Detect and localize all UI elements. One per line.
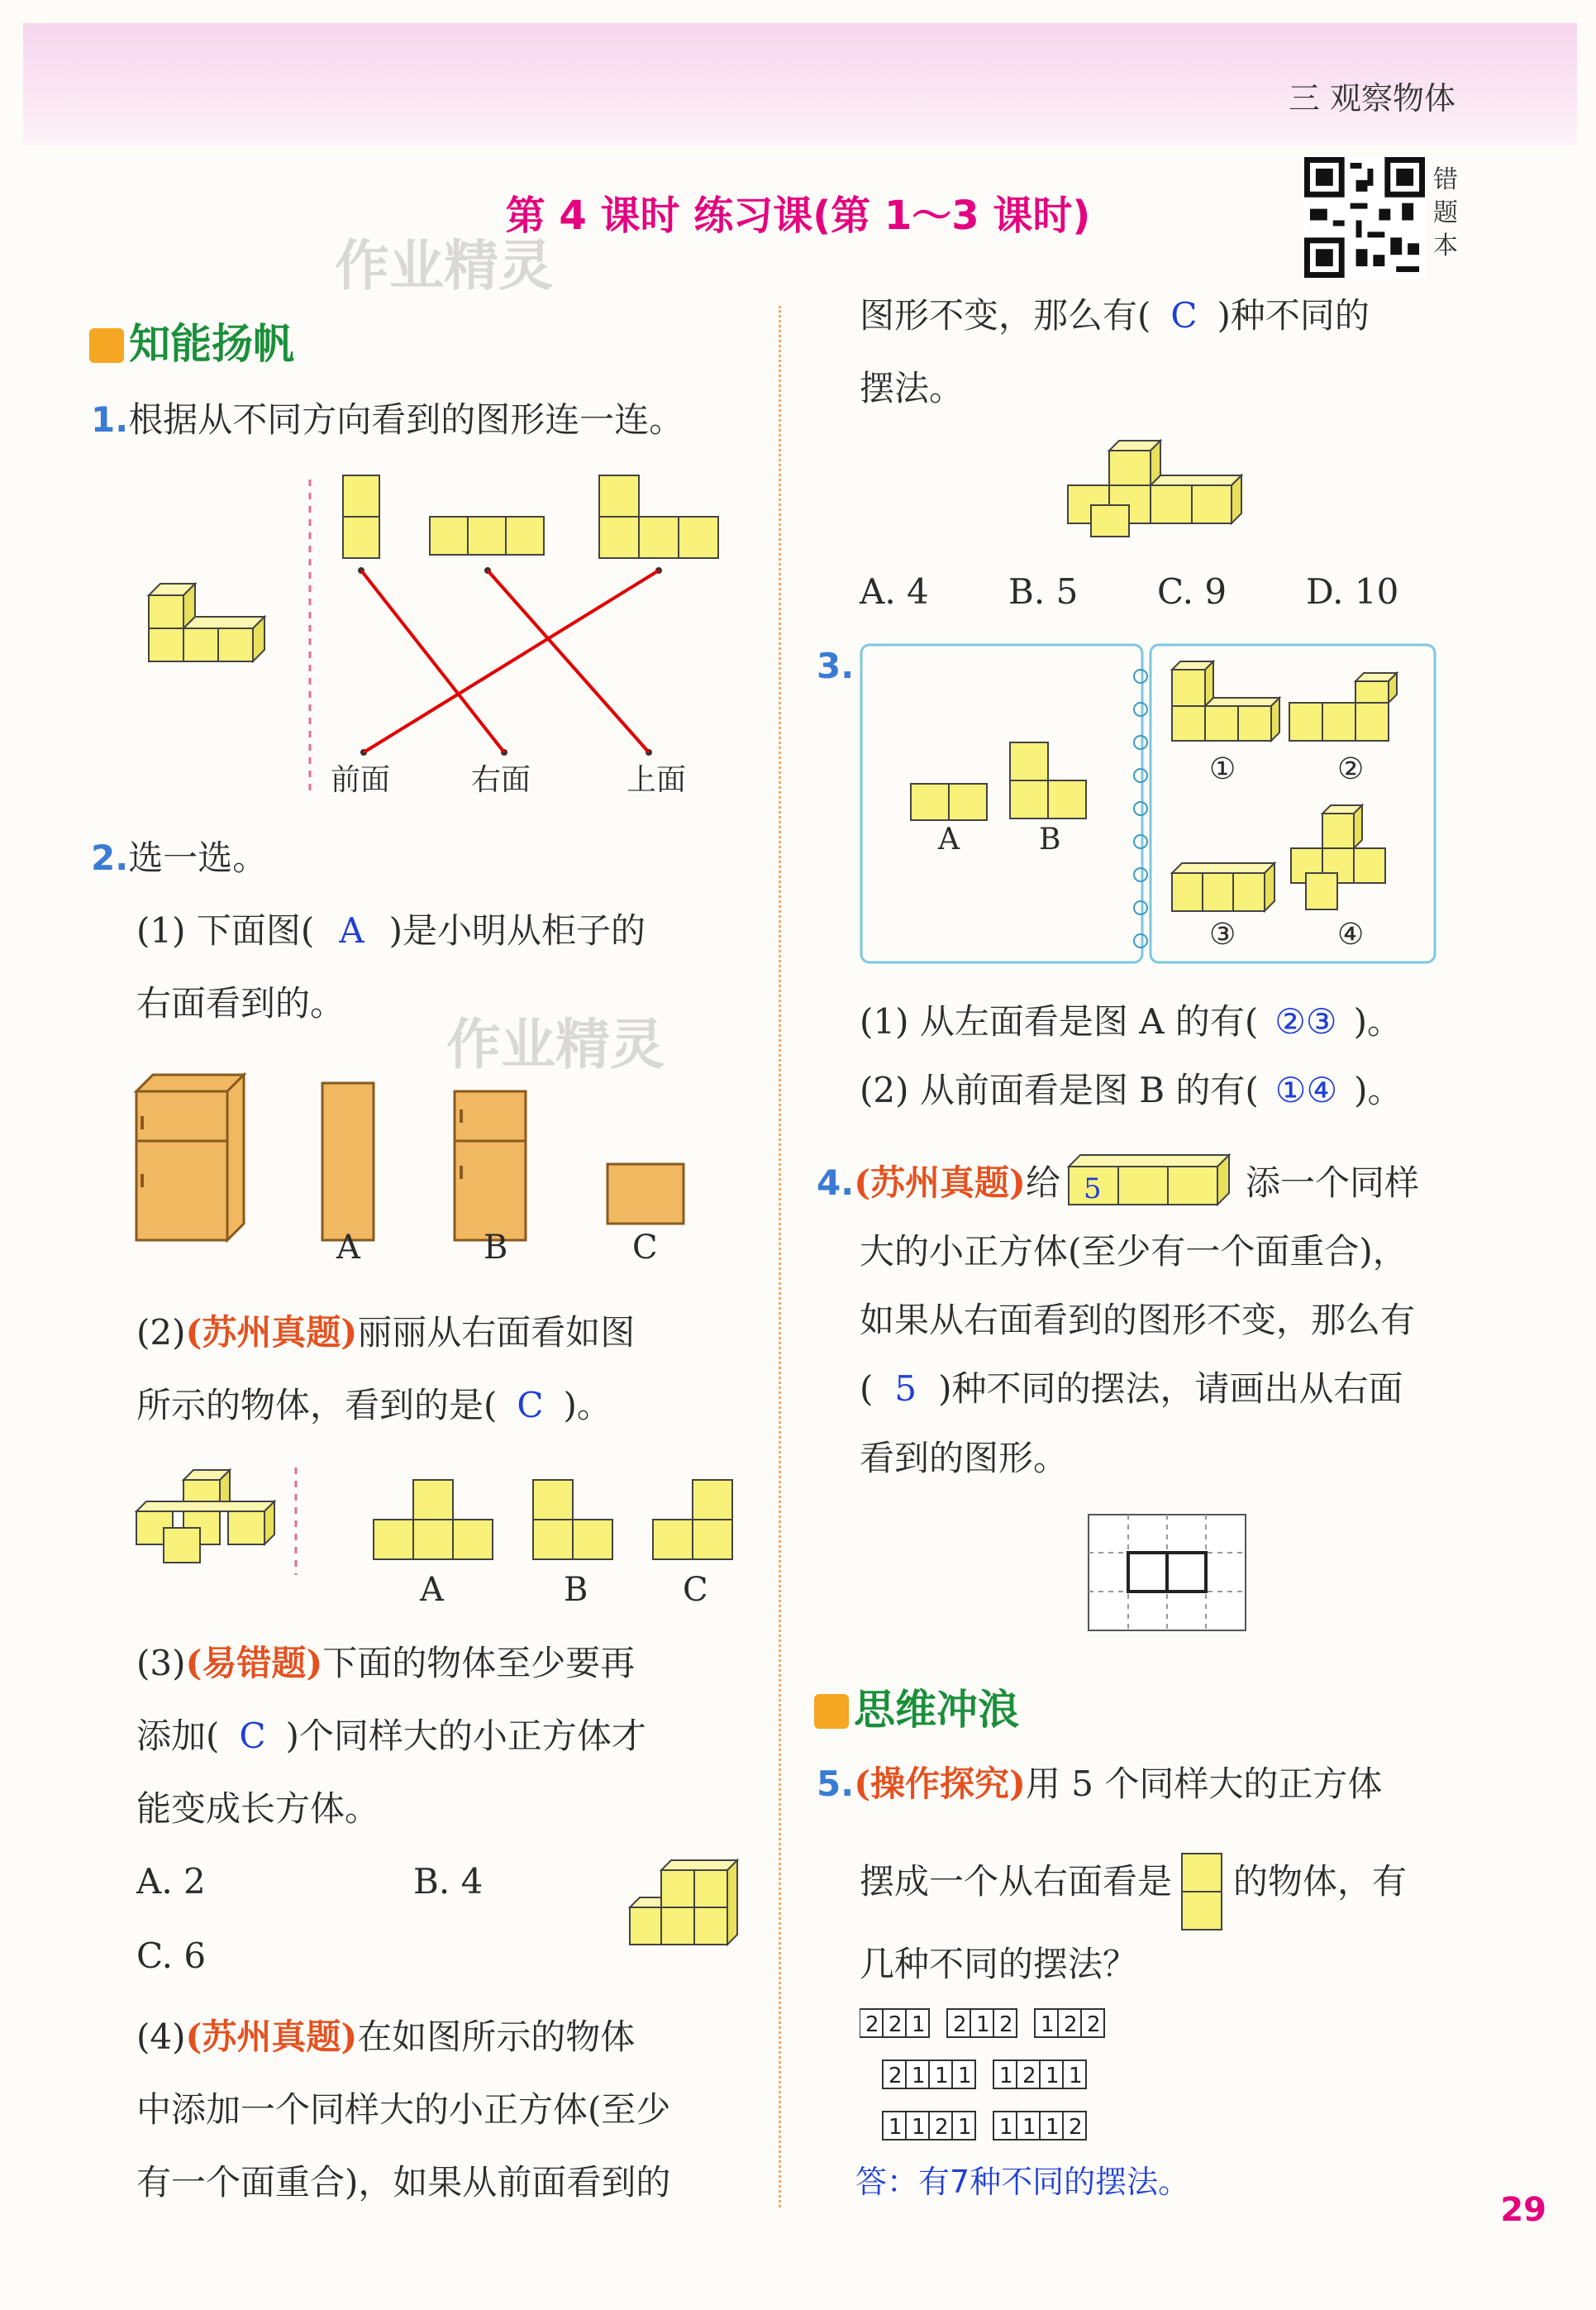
qr-code[interactable] bbox=[1304, 157, 1425, 278]
q2-p3-choice-b: B. 4 bbox=[413, 1861, 484, 1902]
q4-line1: 4.(苏州真题)给 5 添一个同样 bbox=[817, 1153, 1419, 1206]
q2-p2-figure bbox=[132, 1463, 744, 1579]
q5-grid-value: 2 bbox=[1022, 2064, 1036, 2088]
q2-p2-option-a: A bbox=[420, 1571, 444, 1609]
q5-grid-value: 1 bbox=[999, 2115, 1013, 2140]
q3-circled-3: ③ bbox=[1209, 918, 1236, 952]
q5-grid-value: 2 bbox=[865, 2012, 879, 2037]
watermark: 作业精灵 bbox=[335, 234, 553, 298]
q5-grid-value: 1 bbox=[935, 2064, 949, 2088]
q2-cont-choice-b: B. 5 bbox=[1008, 571, 1079, 612]
flag-icon bbox=[89, 328, 124, 363]
q4-line3: 如果从右面看到的图形不变，那么有 bbox=[860, 1300, 1416, 1340]
q5-line1: 5.(操作探究)用 5 个同样大的正方体 bbox=[817, 1764, 1383, 1804]
q2-cont-line2: 摆法。 bbox=[860, 368, 965, 408]
q2-p3-figure bbox=[628, 1852, 744, 1968]
q5-grid-value: 2 bbox=[1069, 2115, 1083, 2140]
q5-grid-value: 1 bbox=[1046, 2064, 1060, 2088]
label-right: 右面 bbox=[471, 763, 531, 797]
q1-solid bbox=[149, 584, 264, 661]
q5-grid-value: 1 bbox=[1041, 2012, 1055, 2037]
q5-line2: 摆成一个从右面看是 的物体，有 bbox=[860, 1852, 1407, 1931]
column-divider bbox=[779, 306, 781, 2207]
q2-p3-choice-c: C. 6 bbox=[136, 1935, 207, 1976]
section-title-1: 知能扬帆 bbox=[89, 311, 294, 370]
q3-circled-4: ④ bbox=[1337, 918, 1365, 952]
q2-p1-option-c: C bbox=[632, 1229, 658, 1267]
q2-p1-figure bbox=[132, 1058, 711, 1273]
q5-grid-value: 2 bbox=[999, 2012, 1013, 2037]
q5-number-grid bbox=[947, 2009, 1017, 2037]
q5-answer: 答：有7种不同的摆法。 bbox=[855, 2164, 1190, 2200]
q4-figure bbox=[1067, 1153, 1239, 1206]
q5-grid-value: 1 bbox=[1046, 2115, 1060, 2140]
q4-line2: 大的小正方体(至少有一个面重合)， bbox=[860, 1231, 1408, 1272]
q3-label-b: B bbox=[1039, 823, 1061, 857]
q2-p4-line2: 中添加一个同样大的小正方体(至少 bbox=[136, 2089, 671, 2130]
q5-grid-value: 2 bbox=[889, 2012, 903, 2037]
q2-p1-line2: 右面看到的。 bbox=[136, 983, 345, 1024]
q2-cont-line1: 图形不变，那么有( C )种不同的 bbox=[860, 295, 1370, 336]
q5-grid-value: 1 bbox=[912, 2012, 926, 2037]
q2-p3-line1: (3)(易错题)下面的物体至少要再 bbox=[136, 1643, 636, 1683]
q5-number-grid bbox=[1035, 2009, 1104, 2037]
q2-p2-option-b: B bbox=[564, 1571, 588, 1609]
page-number: 29 bbox=[1500, 2191, 1546, 2229]
q5-view-figure bbox=[1180, 1852, 1225, 1931]
q2-p3-choice-a: A. 2 bbox=[136, 1861, 206, 1902]
q3-p1: (1) 从左面看是图 A 的有( ②③ )。 bbox=[860, 1001, 1402, 1042]
q2-p1-line1: (1) 下面图( A )是小明从柜子的 bbox=[136, 910, 646, 951]
q5-grid-value: 2 bbox=[889, 2064, 903, 2088]
q3-label-a: A bbox=[938, 823, 960, 857]
q5-number-grid bbox=[993, 2112, 1086, 2140]
q5-grid-value: 1 bbox=[912, 2115, 926, 2140]
watermark: 作业精灵 bbox=[446, 1013, 665, 1076]
q2-p4-line3: 有一个面重合)，如果从前面看到的 bbox=[136, 2162, 671, 2203]
q5-grid-value: 1 bbox=[958, 2064, 972, 2088]
q5-number-grid bbox=[993, 2060, 1086, 2088]
q5-grid-value: 1 bbox=[976, 2012, 990, 2037]
chapter-title: 三 观察物体 bbox=[1288, 80, 1455, 117]
q5-line3: 几种不同的摆法？ bbox=[860, 1944, 1138, 1984]
q2-p3-line3: 能变成长方体。 bbox=[136, 1788, 380, 1829]
q1-text: 1.根据从不同方向看到的图形连一连。 bbox=[91, 399, 684, 440]
q2-p1-option-b: B bbox=[484, 1229, 508, 1267]
lesson-title: 第 4 课时 练习课(第 1～3 课时) bbox=[505, 193, 1091, 239]
q2-cont-choice-d: D. 10 bbox=[1306, 571, 1399, 612]
q2-text: 2.选一选。 bbox=[91, 838, 268, 878]
q3-p2: (2) 从前面看是图 B 的有( ①④ )。 bbox=[860, 1070, 1403, 1110]
q5-grid-value: 1 bbox=[889, 2115, 903, 2140]
wrong-question-book-label: 错 题 本 bbox=[1433, 165, 1458, 260]
q4-line4: ( 5 )种不同的摆法，请画出从右面 bbox=[860, 1368, 1403, 1409]
q2-cont-choice-c: C. 9 bbox=[1157, 571, 1227, 612]
q2-p2-option-c: C bbox=[683, 1571, 708, 1609]
section-title-2: 思维冲浪 bbox=[814, 1677, 1019, 1736]
q5-grid-value: 1 bbox=[912, 2064, 926, 2088]
wave-icon bbox=[814, 1694, 849, 1729]
q5-number-grid bbox=[860, 2009, 929, 2037]
q5-grid-value: 1 bbox=[1069, 2064, 1083, 2088]
q2-p1-option-a: A bbox=[336, 1229, 360, 1267]
q5-grid-value: 1 bbox=[1022, 2115, 1036, 2140]
q5-number-grid bbox=[883, 2112, 975, 2140]
q2-p4-line1: (4)(苏州真题)在如图所示的物体 bbox=[136, 2016, 636, 2057]
q2-cont-choice-a: A. 4 bbox=[860, 571, 929, 612]
q3-number: 3. bbox=[817, 646, 855, 686]
q5-grid-value: 2 bbox=[935, 2115, 949, 2140]
label-front: 前面 bbox=[331, 763, 391, 797]
q5-grid-value: 2 bbox=[953, 2012, 967, 2037]
q3-circled-1: ① bbox=[1209, 752, 1236, 786]
q5-grid-value: 2 bbox=[1064, 2012, 1078, 2037]
q5-grid-value: 2 bbox=[1087, 2012, 1101, 2037]
q2-p3-line2: 添加( C )个同样大的小正方体才 bbox=[136, 1716, 646, 1756]
q2-p2-line2: 所示的物体，看到的是( C )。 bbox=[136, 1385, 612, 1425]
label-top: 上面 bbox=[626, 763, 687, 797]
q2-p2-line1: (2)(苏州真题)丽丽从右面看如图 bbox=[136, 1312, 636, 1353]
q2-p4-figure bbox=[1066, 434, 1256, 542]
q5-grid-value: 1 bbox=[958, 2115, 972, 2140]
q3-circled-2: ② bbox=[1337, 752, 1365, 786]
q5-grid-value: 1 bbox=[999, 2064, 1013, 2088]
q5-number-grid bbox=[883, 2060, 975, 2088]
q4-answer-grid bbox=[1087, 1513, 1252, 1637]
q5-grids bbox=[860, 2007, 1174, 2164]
q4-line5: 看到的图形。 bbox=[860, 1438, 1069, 1478]
q4-fig-number: 5 bbox=[1083, 1172, 1102, 1205]
